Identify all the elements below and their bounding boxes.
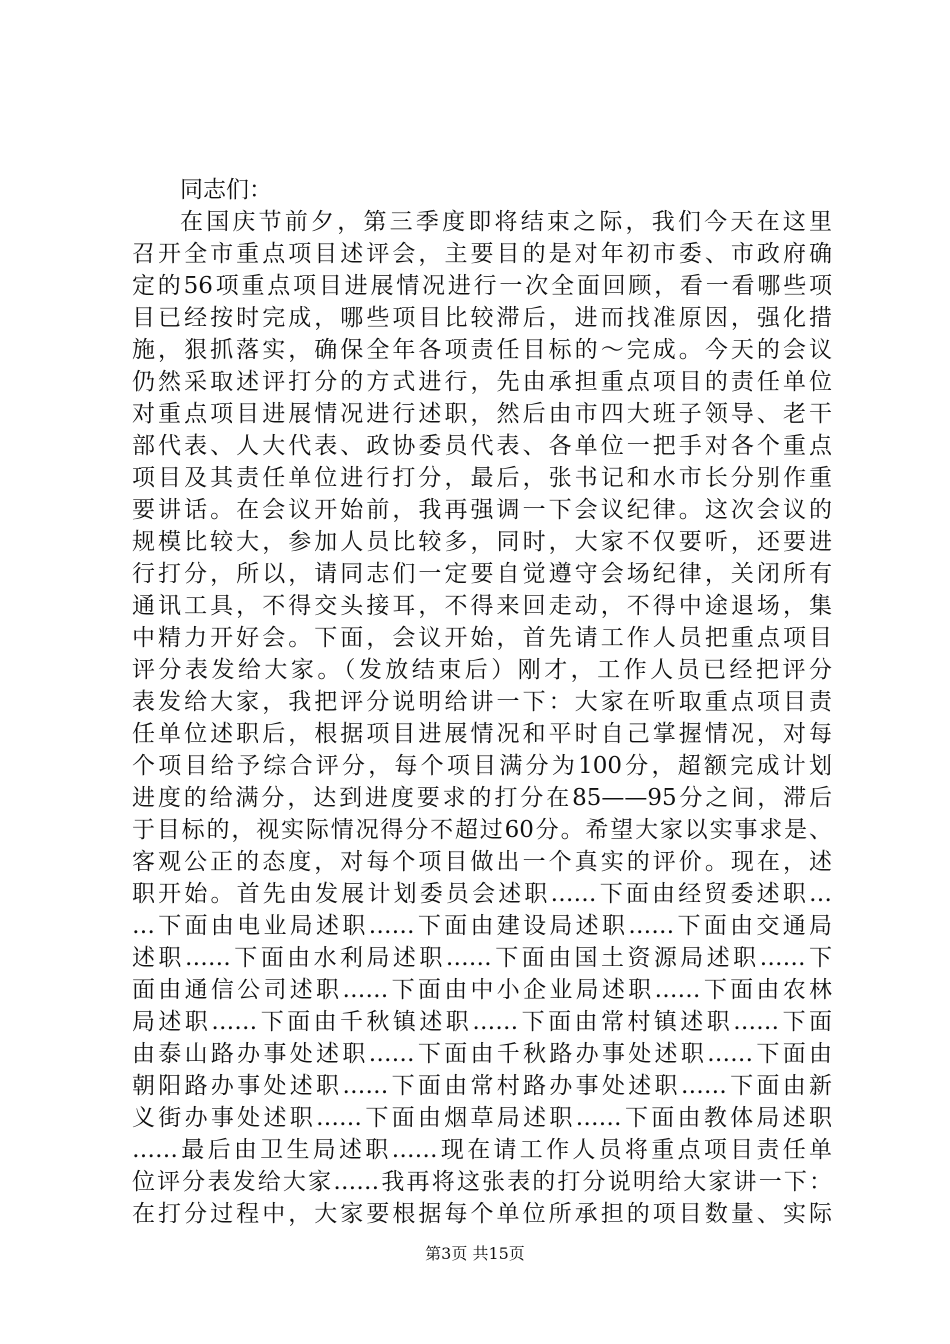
paragraph-line: 召开全市重点项目述评会，主要目的是对年初市委、市政府确: [132, 241, 832, 267]
paragraph-line: …下面由电业局述职……下面由建设局述职……下面由交通局: [132, 913, 832, 939]
paragraph-line: 于目标的，视实际情况得分不超过60分。希望大家以实事求是、: [132, 817, 832, 843]
paragraph-line: 评分表发给大家。（发放结束后）刚才，工作人员已经把评分: [132, 657, 832, 683]
paragraph-line: 在打分过程中，大家要根据每个单位所承担的项目数量、实际: [132, 1201, 832, 1227]
paragraph-line: 个项目给予综合评分，每个项目满分为100分，超额完成计划: [132, 753, 832, 779]
paragraph-line: 位评分表发给大家……我再将这张表的打分说明给大家讲一下：: [132, 1169, 832, 1195]
document-body: [132, 174, 832, 1230]
paragraph-line: 规模比较大，参加人员比较多，同时，大家不仅要听，还要进: [132, 529, 832, 555]
paragraph-line: 仍然采取述评打分的方式进行，先由承担重点项目的责任单位: [132, 369, 832, 395]
paragraph-line: 通讯工具，不得交头接耳，不得来回走动，不得中途退场，集: [132, 593, 832, 619]
paragraph-line: 局述职……下面由千秋镇述职……下面由常村镇述职……下面: [132, 1009, 832, 1035]
paragraph-line: 行打分，所以，请同志们一定要自觉遵守会场纪律，关闭所有: [132, 561, 832, 587]
paragraph-line: 朝阳路办事处述职……下面由常村路办事处述职……下面由新: [132, 1073, 832, 1099]
greeting-line: 同志们：: [180, 177, 272, 203]
paragraph-line: 施，狠抓落实，确保全年各项责任目标的～完成。今天的会议: [132, 337, 832, 363]
paragraph-line: 项目及其责任单位进行打分，最后，张书记和水市长分别作重: [132, 465, 832, 491]
paragraph-line: 要讲话。在会议开始前，我再强调一下会议纪律。这次会议的: [132, 497, 832, 523]
paragraph-line: 在国庆节前夕，第三季度即将结束之际，我们今天在这里: [180, 209, 832, 235]
paragraph-line: ……最后由卫生局述职……现在请工作人员将重点项目责任单: [132, 1137, 832, 1163]
paragraph-line: 任单位述职后，根据项目进展情况和平时自己掌握情况，对每: [132, 721, 832, 747]
paragraph-line: 职开始。首先由发展计划委员会述职……下面由经贸委述职…: [132, 881, 832, 907]
paragraph-line: 义街办事处述职……下面由烟草局述职……下面由教体局述职: [132, 1105, 832, 1131]
paragraph-line: 客观公正的态度，对每个项目做出一个真实的评价。现在，述: [132, 849, 832, 875]
paragraph-line: 部代表、人大代表、政协委员代表、各单位一把手对各个重点: [132, 433, 832, 459]
paragraph-line: 定的56项重点项目进展情况进行一次全面回顾，看一看哪些项: [132, 273, 832, 299]
paragraph-line: 述职……下面由水利局述职……下面由国土资源局述职……下: [132, 945, 832, 971]
paragraph-line: 进度的给满分，达到进度要求的打分在85——95分之间，滞后: [132, 785, 832, 811]
page-number-footer: 第3页 共15页: [425, 1244, 525, 1263]
paragraph-line: 中精力开好会。下面，会议开始，首先请工作人员把重点项目: [132, 625, 832, 651]
paragraph-line: 由泰山路办事处述职……下面由千秋路办事处述职……下面由: [132, 1041, 832, 1067]
paragraph-line: 目已经按时完成，哪些项目比较滞后，进而找准原因，强化措: [132, 305, 832, 331]
paragraph-line: 面由通信公司述职……下面由中小企业局述职……下面由农林: [132, 977, 832, 1003]
paragraph-line: 表发给大家，我把评分说明给讲一下：大家在听取重点项目责: [132, 689, 832, 715]
paragraph-line: 对重点项目进展情况进行述职，然后由市四大班子领导、老干: [132, 401, 832, 427]
